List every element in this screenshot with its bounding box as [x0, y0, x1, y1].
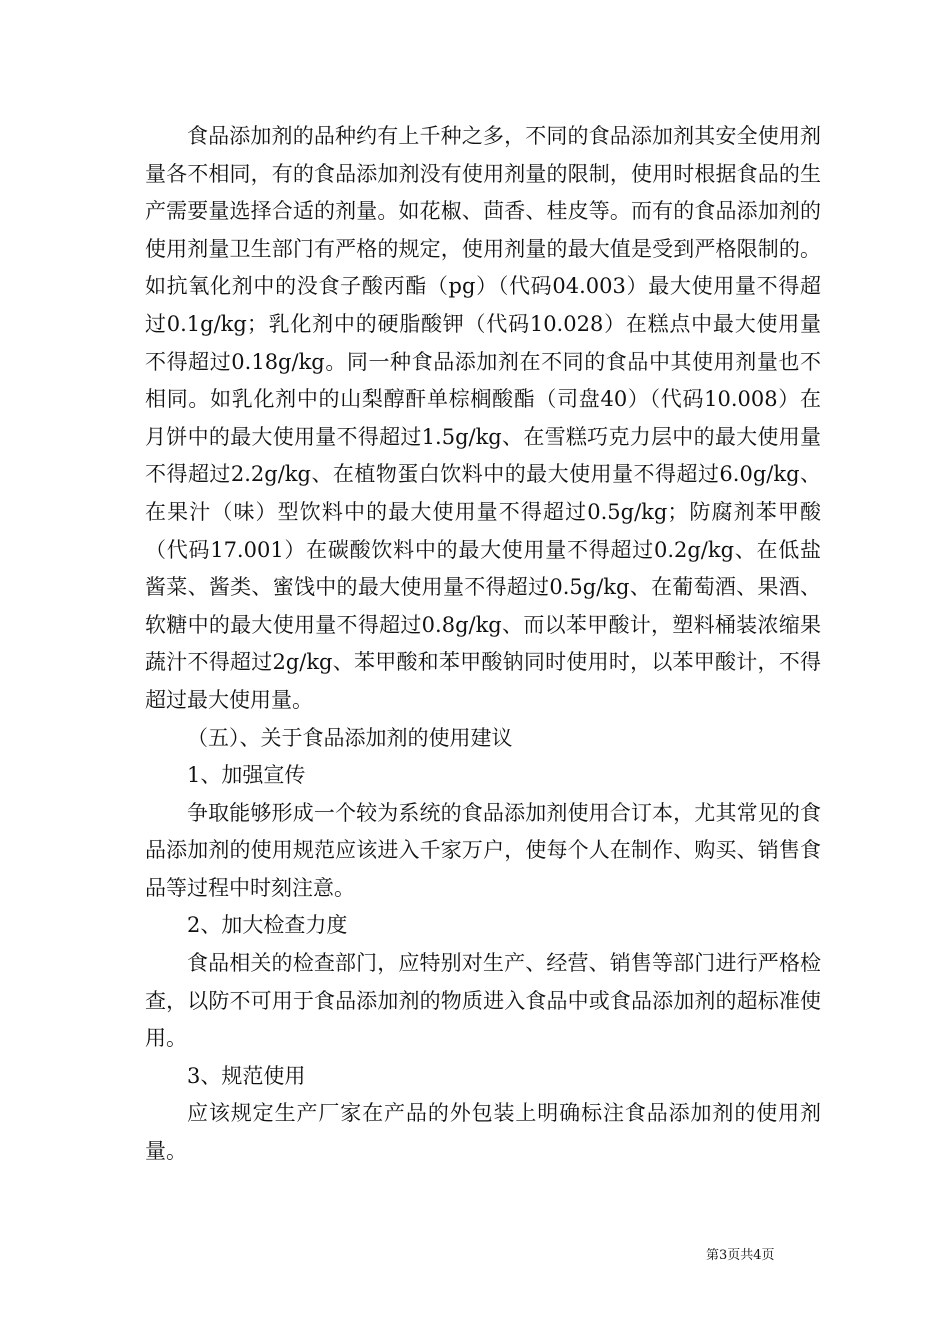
subheading-publicity: 1、加强宣传 — [187, 763, 306, 788]
section-heading-usage-suggestions: （五）、关于食品添加剂的使用建议 — [187, 725, 513, 750]
subheading-standard-use: 3、规范使用 — [187, 1063, 306, 1088]
page-number-footer: 第3页共4页 — [706, 1248, 775, 1263]
paragraph-inspection: 食品相关的检查部门，应特别对生产、经营、销售等部门进行严格检查，以防不可用于食品添加剂的物质进入食品中或食品添加剂的超标准使用。 — [145, 951, 821, 1051]
subheading-inspection: 2、加大检查力度 — [187, 913, 348, 938]
paragraph-additive-dosage: 食品添加剂的品种约有上千种之多，不同的食品添加剂其安全使用剂量各不相同，有的食品添加剂没有使用剂量的限制，使用时根据食品的生产需要量选择合适的剂量。如花椒、茴香、桂皮等。而有的食品添加剂的使用剂量卫生部门有严格的规定，使用剂量的最大值是受到严格限制的。如抗氧化剂中的没食子酸丙酯（pg）（代码04.003）最大使用量不得超过0.1g/kg；乳化剂中的硬脂酸钾（代码10.028）在糕点中最大使用量不得超过0.18g/kg。同一种食品添加剂在不同的食品中其使用剂量也不相同。如乳化剂中的山梨醇酐单棕榈酸酯（司盘40）（代码10.008）在月饼中的最大使用量不得超过1.5g/kg、在雪糕巧克力层中的最大使用量不得超过2.2g/kg、在植物蛋白饮料中的最大使用量不得超过6.0g/kg、在果汁（味）型饮料中的最大使用量不得超过0.5g/kg；防腐剂苯甲酸（代码17.001）在碳酸饮料中的最大使用量不得超过0.2g/kg、在低盐酱菜、酱类、蜜饯中的最大使用量不得超过0.5g/kg、在葡萄酒、果酒、软糖中的最大使用量不得超过0.8g/kg、而以苯甲酸计，塑料桶装浓缩果蔬汁不得超过2g/kg、苯甲酸和苯甲酸钠同时使用时，以苯甲酸计，不得超过最大使用量。 — [145, 124, 821, 712]
paragraph-publicity: 争取能够形成一个较为系统的食品添加剂使用合订本，尤其常见的食品添加剂的使用规范应该进入千家万户，使每个人在制作、购买、销售食品等过程中时刻注意。 — [145, 800, 821, 900]
document-body — [145, 118, 821, 1171]
paragraph-standard-use: 应该规定生产厂家在产品的外包装上明确标注食品添加剂的使用剂量。 — [145, 1101, 821, 1164]
